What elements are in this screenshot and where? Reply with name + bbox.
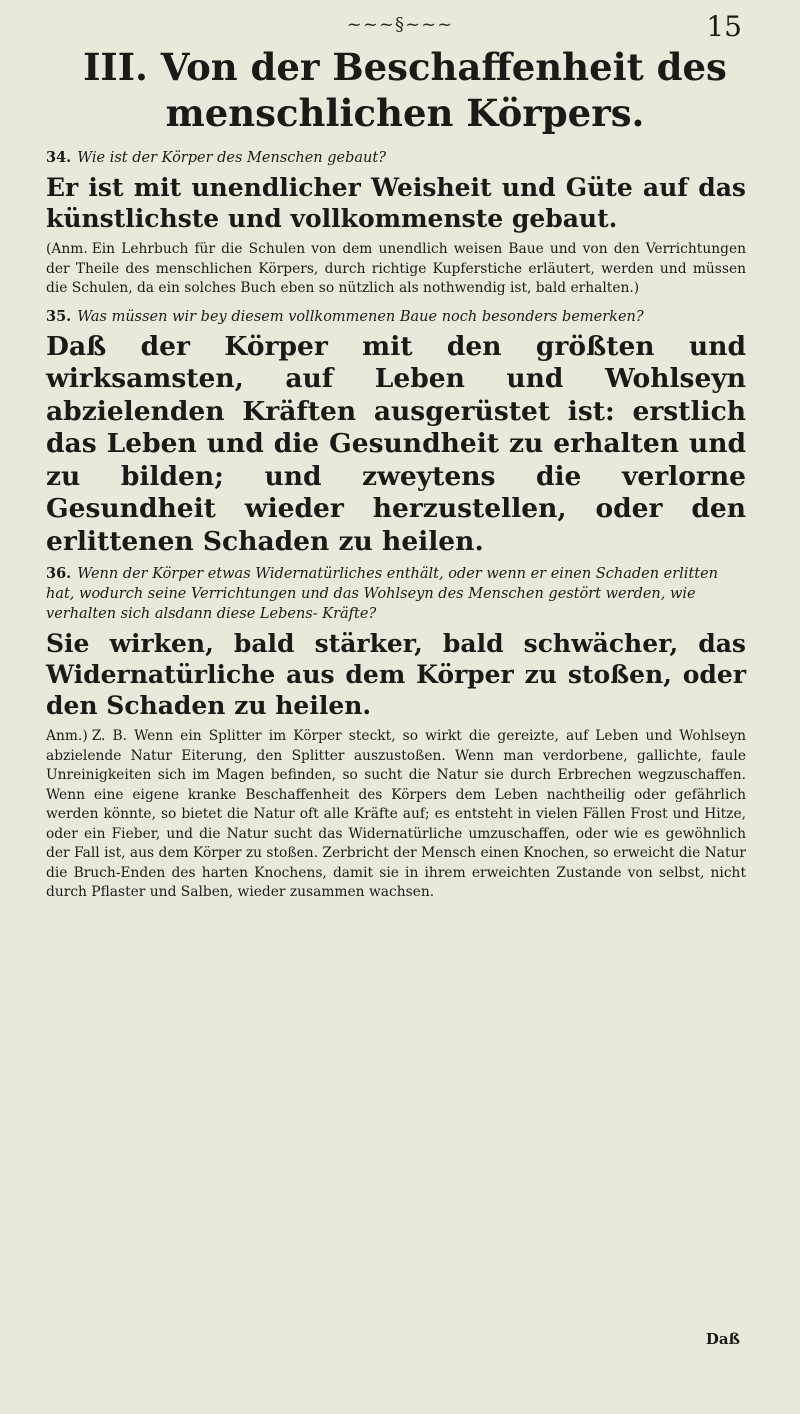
question-number: 34. <box>46 149 72 166</box>
question-36 <box>46 564 746 624</box>
question-text: Wenn der Körper etwas Widernatürliches enthält, oder wenn er einen Schaden erlitten hat, wodurch seine Verrichtungen und das Wohlseyn des Menschen gestört werden, wie verhalten sich alsdann diese Lebens- Kräfte? <box>46 566 719 622</box>
question-number: 36. <box>46 565 72 582</box>
note-label: (Anm. <box>46 241 88 257</box>
body-text <box>46 148 746 911</box>
page-number: 15 <box>706 10 742 43</box>
note-text: Z. B. Wenn ein Splitter im Körper steckt, so wirkt die gereizte, auf Leben und Wohlseyn abzielende Natur Eiterung, den Splitter auszustoßen. Wenn man verdorbene, gallichte, faule Unreinigkeiten sich im Magen befinden, so sucht die Natur sie durch Erbrechen wegzuschaffen. Wenn eine eigene kranke Beschaffenheit des Körpers dem Leben nachtheilig oder gefährlich werden könnte, so bietet die Natur oft alle Kräfte auf; es entsteht in vielen Fällen Frost und Hitze, oder ein Fieber, und die Natur sucht das Widernatürliche umzuschaffen, oder wie es gewöhnlich der Fall ist, aus dem Körper zu stoßen. Zerbricht der Mensch einen Knochen, so erweicht die Natur die Bruch-Enden des harten Knochens, damit sie in ihrem erweichten Zustande von selbst, nicht durch Pflaster und Salben, wieder zusammen wachsen. <box>46 728 746 900</box>
question-text: Was müssen wir bey diesem vollkommenen Baue noch besonders bemerken? <box>77 308 644 325</box>
note-34 <box>46 240 746 299</box>
header-ornament: ~~~§~~~ <box>346 14 454 35</box>
note-text: Ein Lehrbuch für die Schulen von dem unendlich weisen Baue und von den Verrichtungen der Theile des menschlichen Körpers, durch richtige Kupferstiche erläutert, werden und müssen die Schulen, da ein solches Buch eben so nützlich als nothwendig ist, bald erhalten.) <box>46 241 746 296</box>
section-title: III. Von der Beschaffenheit des menschlichen Körpers. <box>83 45 727 135</box>
answer-34: Er ist mit unendlicher Weisheit und Güte auf das künstlichste und vollkommenste gebaut. <box>46 173 746 233</box>
note-36 <box>46 727 746 903</box>
question-34 <box>46 148 746 168</box>
question-text: Wie ist der Körper des Menschen gebaut? <box>77 150 386 166</box>
question-35 <box>46 307 746 327</box>
note-label: Anm.) <box>46 728 88 744</box>
question-number: 35. <box>46 307 72 325</box>
answer-36: Sie wirken, bald stärker, bald schwächer, das Widernatürliche aus dem Körper zu stoßen, oder den Schaden zu heilen. <box>46 629 746 720</box>
answer-35: Daß der Körper mit den größten und wirksamsten, auf Leben und Wohlseyn abzielenden Kräften ausgerüstet ist: erstlich das Leben und die Gesundheit zu erhalten und zu bilden; und zweytens die verlorne Gesundheit wieder herzustellen, oder den erlittenen Schaden zu heilen. <box>46 330 746 557</box>
catchword: Daß <box>705 1330 740 1348</box>
